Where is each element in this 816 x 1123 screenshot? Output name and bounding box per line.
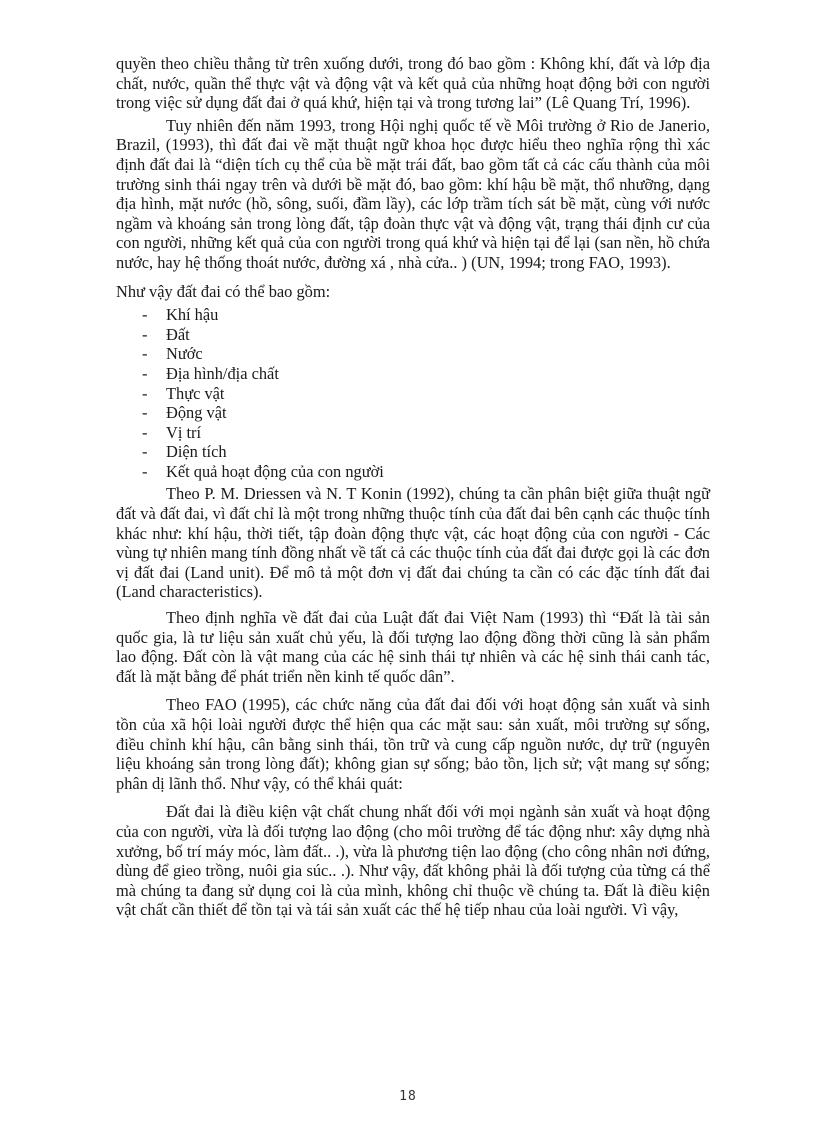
- list-item: - Diện tích: [142, 442, 227, 462]
- list-item: - Kết quả hoạt động của con người: [142, 461, 384, 481]
- list-item: - Khí hậu: [142, 305, 219, 325]
- list-item: - Đất: [142, 324, 190, 344]
- list-item: - Nước: [142, 344, 203, 364]
- list-item: - Địa hình/địa chất: [142, 363, 279, 383]
- document-page: [116, 54, 710, 920]
- list-item: - Thực vật: [142, 383, 225, 403]
- land-components-list: [116, 305, 710, 481]
- list-item: - Động vật: [142, 403, 227, 423]
- paragraph-definition-continued: quyền theo chiều thẳng từ trên xuống dưới, trong đó bao gồm : Không khí, đất và lớp địa chất, nước, quần thể thực vật và động vật và kết quả của những hoạt động bởi con người trong việc sử dụng đất đai ở quá khứ, hiện tại và trong tương lai” (Lê Quang Trí, 1996).: [116, 54, 710, 113]
- paragraph-driessen-konin: Theo P. M. Driessen và N. T Konin (1992), chúng ta cần phân biệt giữa thuật ngữ đất và đất đai, vì đất chỉ là một trong những thuộc tính của đất đai bên cạnh các thuộc tính khác như: khí hậu, thời tiết, tập đoàn động thực vật, các hoạt động của con người - Các vùng tự nhiên mang tính đồng nhất về tất cả các thuộc tính của đất đai được gọi là các đơn vị đất đai (Land unit). Để mô tả một đơn vị đất đai chúng ta cần có các đặc tính đất đai (Land characteristics).: [116, 484, 710, 602]
- paragraph-vietnam-land-law: Theo định nghĩa về đất đai của Luật đất đai Việt Nam (1993) thì “Đất là tài sản quốc gia, là tư liệu sản xuất chủ yếu, là đối tượng lao động đồng thời cũng là sản phẩm lao động. Đất còn là vật mang của các hệ sinh thái tự nhiên và các hệ sinh thái canh tác, đất là mặt bằng để phát triển nền kinh tế quốc dân”.: [116, 608, 710, 686]
- paragraph-fao-functions: Theo FAO (1995), các chức năng của đất đai đối với hoạt động sản xuất và sinh tồn của xã hội loài người được thể hiện qua các mặt sau: sản xuất, môi trường sự sống, điều chỉnh khí hậu, cân bằng sinh thái, tồn trữ và cung cấp nguồn nước, dự trữ (nguyên liệu khoáng sản trong lòng đất); không gian sự sống; bảo tồn, lịch sử; vật mang sự sống; phân dị lãnh thổ. Như vậy, có thể khái quát:: [116, 695, 710, 793]
- page-number: 18: [399, 1089, 417, 1104]
- paragraph-land-conditions: Đất đai là điều kiện vật chất chung nhất đối với mọi ngành sản xuất và hoạt động của con người, vừa là đối tượng lao động (cho môi trường để tác động như: xây dựng nhà xưởng, bố trí máy móc, làm đất.. .), vừa là phương tiện lao động (cho công nhân nơi đứng, dùng để gieo trồng, nuôi gia súc.. .). Như vậy, đất không phải là đối tượng của từng cá thể mà chúng ta đang sử dụng coi là của mình, không chỉ thuộc về chúng ta. Đất là điều kiện vật chất cần thiết để tồn tại và tái sản xuất các thế hệ tiếp nhau của loài người. Vì vậy,: [116, 802, 710, 920]
- list-item: - Vị trí: [142, 422, 202, 442]
- paragraph-rio-conference: Tuy nhiên đến năm 1993, trong Hội nghị quốc tế về Môi trường ở Rio de Janerio, Brazil, (1993), thì đất đai về mặt thuật ngữ khoa học được hiểu theo nghĩa rộng thì xác định đất đai là “diện tích cụ thể của bề mặt trái đất, bao gồm tất cả các cấu thành của môi trường sinh thái ngay trên và dưới bề mặt đó, bao gồm: khí hậu bề mặt, thổ nhưỡng, dạng địa hình, mặt nước (hồ, sông, suối, đầm lầy), các lớp trầm tích sát bề mặt, cùng với nước ngầm và khoáng sản trong lòng đất, tập đoàn thực vật và động vật, trạng thái định cư của con người, những kết quả của con người trong quá khứ và hiện tại để lại (san nền, hồ chứa nước, hay hệ thống thoát nước, đường xá , nhà cửa.. ) (UN, 1994; trong FAO, 1993).: [116, 115, 710, 272]
- paragraph-list-intro: Như vậy đất đai có thể bao gồm:: [116, 281, 331, 301]
